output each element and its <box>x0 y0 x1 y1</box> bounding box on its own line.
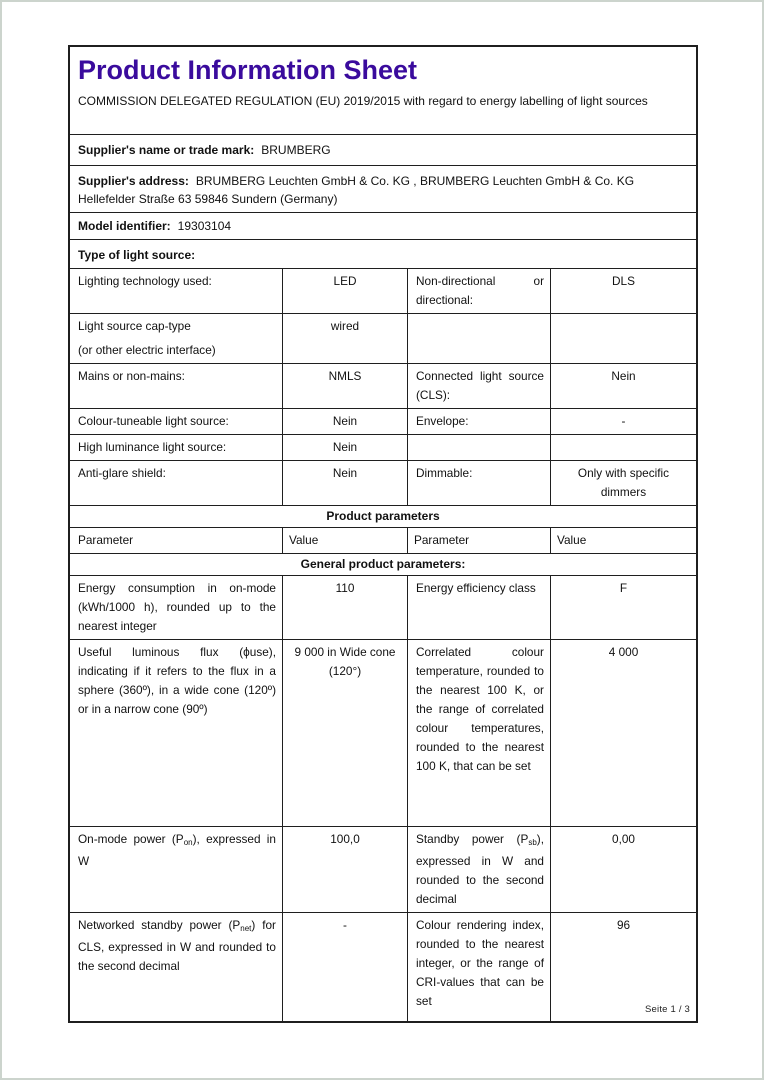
model-identifier-label: Model identifier: <box>78 219 171 233</box>
type-of-light-source-label: Type of light source: <box>78 248 196 262</box>
column-header: Parameter <box>70 528 283 553</box>
cap-type-line1: Light source cap-type <box>78 319 191 333</box>
title-block <box>70 47 696 135</box>
page-title: Product Information Sheet <box>78 55 418 85</box>
table-row-anti-glare <box>70 461 696 506</box>
product-information-sheet <box>68 45 698 1023</box>
supplier-address-row <box>70 166 696 213</box>
value-cell <box>551 314 696 363</box>
value-cell: 110 <box>283 576 408 639</box>
value-cell: 4 000 <box>608 645 639 659</box>
value-cell: Nein <box>283 435 408 460</box>
table-row-colour-tuneable <box>70 409 696 435</box>
param-cell: On-mode power $(P_{on})$, expressed in W <box>70 827 283 912</box>
supplier-name-value: BRUMBERG <box>261 143 331 157</box>
table-row-lighting-technology <box>70 269 696 314</box>
value-cell: 100,0 <box>283 827 408 912</box>
value-cell: F <box>619 581 628 595</box>
page-number: Seite 1 / 3 <box>645 1004 690 1015</box>
value-cell: 9 000 in Wide cone (120°) <box>283 640 408 826</box>
general-product-parameters-header: General product parameters: <box>70 554 696 576</box>
param-cell: Networked standby power $(P_{net})$ for CLS, expressed in W and rounded to the second decimal <box>70 913 283 1021</box>
param-cell: Anti-glare shield: <box>70 461 283 505</box>
param-cell: Mains or non-mains: <box>70 364 283 408</box>
value-cell: Only with specific dimmers <box>577 466 670 499</box>
param-cell: Lighting technology used: <box>70 269 283 313</box>
param-cell: High luminance light source: <box>70 435 283 460</box>
table-row-cap-type <box>70 314 696 364</box>
param-cell: Colour rendering index, rounded to the nearest integer, or the range of CRI-values that can be set <box>408 913 551 1021</box>
value-cell: 0,00 <box>612 832 635 846</box>
table-row-energy-consumption <box>70 576 696 640</box>
param-cell <box>408 435 551 460</box>
param-cell: Energy efficiency class <box>408 576 551 639</box>
supplier-name-row <box>70 135 696 166</box>
supplier-address-value: BRUMBERG Leuchten GmbH & Co. KG , BRUMBERG Leuchten GmbH & Co. KG Hellefelder Straße 63 59846 Sundern (Germany) <box>78 174 635 206</box>
model-identifier-row <box>70 213 696 240</box>
param-cell: Colour-tuneable light source: <box>70 409 283 434</box>
param-cell: Energy consumption in on-mode (kWh/1000 h), rounded up to the nearest integer <box>70 576 283 639</box>
value-cell: 96 <box>616 918 631 932</box>
type-of-light-source-row <box>70 240 696 269</box>
value-cell: DLS <box>612 274 635 288</box>
value-cell: - <box>621 414 626 428</box>
param-cell: Correlated colour temperature, rounded to the nearest 100 K, or the range of correlated colour temperatures, rounded to the nearest 100 K, that can be set <box>408 640 551 826</box>
param-cell: Envelope: <box>408 409 551 434</box>
value-cell: - <box>283 913 408 1021</box>
column-header: Value <box>557 533 587 547</box>
param-cell: Useful luminous flux (ϕuse), indicating if it refers to the flux in a sphere (360º), in a wide cone (120º) or in a narrow cone (90º) <box>70 640 283 826</box>
supplier-name-label: Supplier's name or trade mark: <box>78 143 255 157</box>
value-cell: wired <box>283 314 408 363</box>
value-cell <box>551 435 696 460</box>
param-cell <box>408 314 551 363</box>
cap-type-line2: (or other electric interface) <box>78 343 216 357</box>
column-header: Value <box>283 528 408 553</box>
value-cell: NMLS <box>283 364 408 408</box>
supplier-address-label: Supplier's address: <box>78 174 189 188</box>
column-header: Parameter <box>408 528 551 553</box>
value-cell: Nein <box>283 461 408 505</box>
table-row-on-mode-power <box>70 827 696 913</box>
model-identifier-value: 19303104 <box>177 219 232 233</box>
param-cell: Standby power $(P_{sb})$, expressed in W and rounded to the second decimal <box>408 827 551 912</box>
param-cell: Connected light source (CLS): <box>408 364 551 408</box>
table-row-high-luminance <box>70 435 696 461</box>
value-cell: Nein <box>283 409 408 434</box>
param-cell <box>70 314 283 363</box>
param-cell: Non-directional or directional: <box>408 269 551 313</box>
param-cell: Dimmable: <box>408 461 551 505</box>
table-header-row <box>70 528 696 554</box>
table-row-luminous-flux <box>70 640 696 827</box>
value-cell: LED <box>283 269 408 313</box>
table-row-networked-standby <box>70 913 696 1021</box>
regulation-subtitle: COMMISSION DELEGATED REGULATION (EU) 2019/2015 with regard to energy labelling of light sources <box>78 94 648 108</box>
product-parameters-header: Product parameters <box>70 506 696 528</box>
value-cell: Nein <box>611 369 636 383</box>
table-row-mains <box>70 364 696 409</box>
